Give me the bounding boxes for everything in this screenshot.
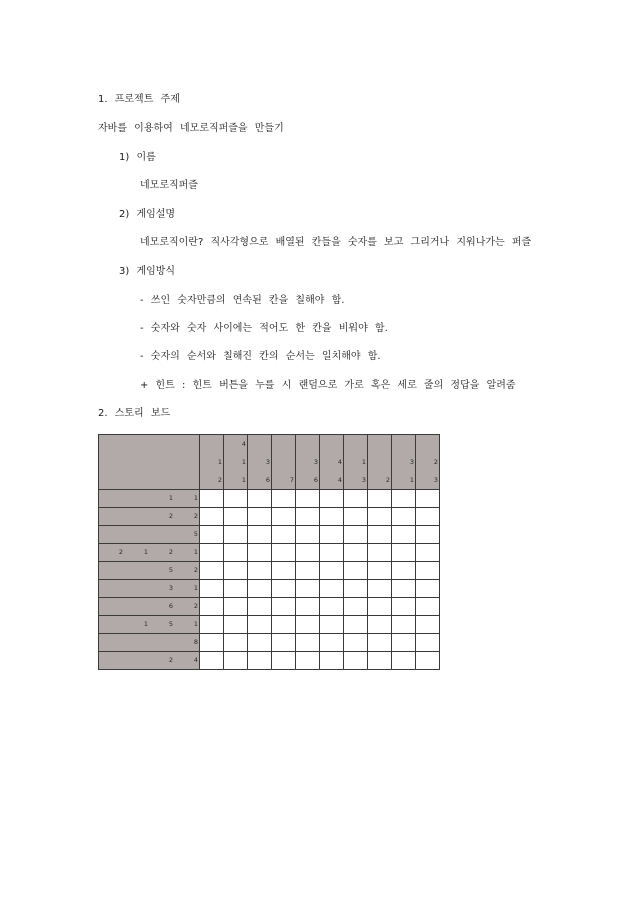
clue-number: 1 <box>193 494 198 502</box>
grid-corner <box>99 435 200 490</box>
puzzle-cell[interactable] <box>224 562 248 580</box>
clue-number <box>99 634 124 651</box>
clue-number <box>124 526 149 543</box>
puzzle-cell[interactable] <box>392 616 416 634</box>
column-clue <box>344 435 368 490</box>
rule-item: - 숫자와 숫자 사이에는 적어도 한 칸을 비워야 함. <box>140 323 388 334</box>
row-clue <box>99 544 200 562</box>
puzzle-cell[interactable] <box>272 562 296 580</box>
subheading-name: 1) 이름 <box>119 152 156 163</box>
puzzle-cell[interactable] <box>224 652 248 670</box>
puzzle-cell[interactable] <box>296 508 320 526</box>
puzzle-cell[interactable] <box>320 634 344 652</box>
clue-number <box>124 580 149 597</box>
grid-row <box>99 544 440 562</box>
puzzle-cell[interactable] <box>296 490 320 508</box>
intro-text: 자바를 이용하여 네모로직퍼즐을 만들기 <box>98 123 284 134</box>
clue-number: 1 <box>409 476 414 484</box>
row-clue <box>99 490 200 508</box>
puzzle-cell[interactable] <box>344 634 368 652</box>
clue-number: 6 <box>313 476 318 484</box>
grid-row <box>99 634 440 652</box>
puzzle-cell[interactable] <box>344 526 368 544</box>
clue-number: 2 <box>168 656 173 664</box>
puzzle-cell[interactable] <box>248 490 272 508</box>
grid-row <box>99 562 440 580</box>
puzzle-cell[interactable] <box>320 526 344 544</box>
puzzle-cell[interactable] <box>344 598 368 616</box>
clue-number: 1 <box>193 584 198 592</box>
puzzle-cell[interactable] <box>344 508 368 526</box>
puzzle-cell[interactable] <box>416 652 440 670</box>
puzzle-cell[interactable] <box>392 526 416 544</box>
puzzle-cell[interactable] <box>320 652 344 670</box>
column-clue <box>368 435 392 490</box>
puzzle-cell[interactable] <box>272 634 296 652</box>
clue-number: 1 <box>168 494 173 502</box>
clue-number: 2 <box>118 548 123 556</box>
puzzle-cell[interactable] <box>344 580 368 598</box>
clue-number <box>272 435 295 453</box>
clue-number: 6 <box>265 476 270 484</box>
puzzle-cell[interactable] <box>272 580 296 598</box>
column-clue <box>248 435 272 490</box>
puzzle-cell[interactable] <box>320 490 344 508</box>
puzzle-cell[interactable] <box>248 634 272 652</box>
puzzle-cell[interactable] <box>200 490 224 508</box>
clue-number <box>124 634 149 651</box>
puzzle-cell[interactable] <box>248 526 272 544</box>
clue-number: 4 <box>337 458 342 466</box>
puzzle-cell[interactable] <box>272 652 296 670</box>
puzzle-cell[interactable] <box>248 544 272 562</box>
heading-project-topic: 1. 프로젝트 주제 <box>98 94 180 105</box>
clue-number: 5 <box>168 620 173 628</box>
nonogram-grid <box>98 434 440 670</box>
row-clue <box>99 652 200 670</box>
row-clue <box>99 634 200 652</box>
puzzle-cell[interactable] <box>200 652 224 670</box>
row-clue <box>99 526 200 544</box>
clue-number <box>272 453 295 471</box>
clue-number: 1 <box>143 548 148 556</box>
clue-number <box>99 490 124 507</box>
clue-number <box>296 435 319 453</box>
clue-number: 2 <box>168 548 173 556</box>
puzzle-cell[interactable] <box>224 634 248 652</box>
clue-number <box>124 562 149 579</box>
puzzle-cell[interactable] <box>296 634 320 652</box>
clue-number: 8 <box>193 638 198 646</box>
clue-number <box>149 634 174 651</box>
puzzle-cell[interactable] <box>248 598 272 616</box>
puzzle-cell[interactable] <box>272 526 296 544</box>
puzzle-cell[interactable] <box>368 508 392 526</box>
puzzle-cell[interactable] <box>272 616 296 634</box>
clue-number <box>248 435 271 453</box>
column-clue-row <box>99 435 440 490</box>
clue-number: 3 <box>168 584 173 592</box>
clue-number <box>99 580 124 597</box>
clue-number: 4 <box>241 440 246 448</box>
clue-number: 3 <box>313 458 318 466</box>
clue-number: 1 <box>193 548 198 556</box>
clue-number <box>124 508 149 525</box>
puzzle-cell[interactable] <box>368 652 392 670</box>
clue-number: 3 <box>265 458 270 466</box>
clue-number: 3 <box>409 458 414 466</box>
puzzle-cell[interactable] <box>296 526 320 544</box>
rule-item: - 쓰인 숫자만큼의 연속된 칸을 칠해야 함. <box>140 295 345 306</box>
puzzle-cell[interactable] <box>200 508 224 526</box>
clue-number: 1 <box>241 476 246 484</box>
clue-number <box>344 435 367 453</box>
puzzle-cell[interactable] <box>320 544 344 562</box>
puzzle-cell[interactable] <box>368 490 392 508</box>
puzzle-cell[interactable] <box>320 508 344 526</box>
row-clue <box>99 598 200 616</box>
puzzle-cell[interactable] <box>248 652 272 670</box>
puzzle-cell[interactable] <box>272 490 296 508</box>
column-clue <box>320 435 344 490</box>
puzzle-cell[interactable] <box>368 616 392 634</box>
puzzle-cell[interactable] <box>224 616 248 634</box>
clue-number <box>124 652 149 669</box>
clue-number: 2 <box>193 566 198 574</box>
clue-number <box>392 435 415 453</box>
puzzle-cell[interactable] <box>392 580 416 598</box>
subheading-rules: 3) 게임방식 <box>119 266 176 277</box>
puzzle-cell[interactable] <box>368 526 392 544</box>
puzzle-cell[interactable] <box>368 598 392 616</box>
puzzle-cell[interactable] <box>344 562 368 580</box>
column-clue <box>392 435 416 490</box>
puzzle-cell[interactable] <box>272 598 296 616</box>
puzzle-cell[interactable] <box>320 580 344 598</box>
clue-number: 2 <box>168 512 173 520</box>
grid-row <box>99 508 440 526</box>
clue-number: 2 <box>217 476 222 484</box>
puzzle-cell[interactable] <box>344 490 368 508</box>
puzzle-cell[interactable] <box>392 544 416 562</box>
puzzle-cell[interactable] <box>368 580 392 598</box>
clue-number: 5 <box>193 530 198 538</box>
clue-number <box>149 526 174 543</box>
clue-number <box>99 598 124 615</box>
puzzle-cell[interactable] <box>248 508 272 526</box>
puzzle-cell[interactable] <box>416 526 440 544</box>
column-clue <box>200 435 224 490</box>
clue-number: 2 <box>385 476 390 484</box>
clue-number: 2 <box>193 512 198 520</box>
puzzle-cell[interactable] <box>200 580 224 598</box>
puzzle-cell[interactable] <box>272 544 296 562</box>
puzzle-cell[interactable] <box>224 526 248 544</box>
puzzle-cell[interactable] <box>320 616 344 634</box>
puzzle-cell[interactable] <box>224 598 248 616</box>
puzzle-cell[interactable] <box>224 490 248 508</box>
clue-number <box>124 490 149 507</box>
puzzle-cell[interactable] <box>296 598 320 616</box>
grid-row <box>99 490 440 508</box>
clue-number: 1 <box>143 620 148 628</box>
puzzle-cell[interactable] <box>392 598 416 616</box>
clue-number: 2 <box>193 602 198 610</box>
column-clue <box>416 435 440 490</box>
column-clue <box>296 435 320 490</box>
grid-row <box>99 580 440 598</box>
row-clue <box>99 616 200 634</box>
grid-row <box>99 598 440 616</box>
heading-storyboard: 2. 스토리 보드 <box>98 408 171 419</box>
clue-number <box>99 562 124 579</box>
puzzle-cell[interactable] <box>296 562 320 580</box>
clue-number: 5 <box>168 566 173 574</box>
clue-number: 1 <box>361 458 366 466</box>
puzzle-cell[interactable] <box>248 562 272 580</box>
clue-number: 1 <box>193 620 198 628</box>
clue-number: 7 <box>289 476 294 484</box>
puzzle-cell[interactable] <box>416 598 440 616</box>
clue-number: 1 <box>241 458 246 466</box>
puzzle-cell[interactable] <box>200 544 224 562</box>
puzzle-cell[interactable] <box>200 616 224 634</box>
puzzle-cell[interactable] <box>296 652 320 670</box>
clue-number <box>124 598 149 615</box>
clue-number: 3 <box>361 476 366 484</box>
puzzle-cell[interactable] <box>248 580 272 598</box>
clue-number <box>368 453 391 471</box>
puzzle-cell[interactable] <box>416 634 440 652</box>
puzzle-cell[interactable] <box>416 544 440 562</box>
subheading-description: 2) 게임설명 <box>119 209 176 220</box>
clue-number: 1 <box>217 458 222 466</box>
clue-number: 4 <box>337 476 342 484</box>
puzzle-cell[interactable] <box>272 508 296 526</box>
puzzle-cell[interactable] <box>416 616 440 634</box>
puzzle-cell[interactable] <box>200 562 224 580</box>
puzzle-cell[interactable] <box>416 490 440 508</box>
puzzle-cell[interactable] <box>248 616 272 634</box>
rule-item: - 숫자의 순서와 칠해진 칸의 순서는 일치해야 함. <box>140 351 381 362</box>
clue-number <box>99 616 124 633</box>
row-clue <box>99 580 200 598</box>
clue-number <box>99 652 124 669</box>
clue-number <box>99 526 124 543</box>
grid-row <box>99 616 440 634</box>
clue-number <box>320 435 343 453</box>
clue-number: 2 <box>433 458 438 466</box>
grid-row <box>99 652 440 670</box>
puzzle-cell[interactable] <box>200 598 224 616</box>
clue-number <box>368 435 391 453</box>
description-text: 네모로직이란? 직사각형으로 배열된 칸들을 숫자를 보고 그리거나 지워나가는 퍼즐 <box>140 237 532 248</box>
puzzle-cell[interactable] <box>368 544 392 562</box>
puzzle-cell[interactable] <box>296 616 320 634</box>
clue-number: 4 <box>193 656 198 664</box>
column-clue <box>272 435 296 490</box>
puzzle-cell[interactable] <box>200 634 224 652</box>
puzzle-cell[interactable] <box>344 544 368 562</box>
puzzle-cell[interactable] <box>416 562 440 580</box>
clue-number: 3 <box>433 476 438 484</box>
puzzle-cell[interactable] <box>392 652 416 670</box>
puzzle-cell[interactable] <box>392 634 416 652</box>
column-clue <box>224 435 248 490</box>
puzzle-cell[interactable] <box>368 634 392 652</box>
puzzle-cell[interactable] <box>392 508 416 526</box>
row-clue <box>99 562 200 580</box>
puzzle-cell[interactable] <box>320 562 344 580</box>
puzzle-cell[interactable] <box>296 544 320 562</box>
clue-number <box>200 435 223 453</box>
puzzle-cell[interactable] <box>344 652 368 670</box>
clue-number <box>99 508 124 525</box>
hint-text: + 힌트 : 힌트 버튼을 누를 시 랜덤으로 가로 혹은 세로 줄의 정답을 알려줌 <box>140 380 516 391</box>
puzzle-cell[interactable] <box>416 580 440 598</box>
puzzle-cell[interactable] <box>392 562 416 580</box>
puzzle-cell[interactable] <box>344 616 368 634</box>
name-text: 네모로직퍼즐 <box>140 180 198 191</box>
puzzle-cell[interactable] <box>200 526 224 544</box>
puzzle-cell[interactable] <box>320 598 344 616</box>
clue-number: 6 <box>168 602 173 610</box>
row-clue <box>99 508 200 526</box>
puzzle-cell[interactable] <box>224 580 248 598</box>
puzzle-cell[interactable] <box>224 508 248 526</box>
grid-row <box>99 526 440 544</box>
puzzle-cell[interactable] <box>416 508 440 526</box>
clue-number <box>416 435 439 453</box>
puzzle-cell[interactable] <box>392 490 416 508</box>
puzzle-cell[interactable] <box>296 580 320 598</box>
puzzle-cell[interactable] <box>368 562 392 580</box>
puzzle-cell[interactable] <box>224 544 248 562</box>
